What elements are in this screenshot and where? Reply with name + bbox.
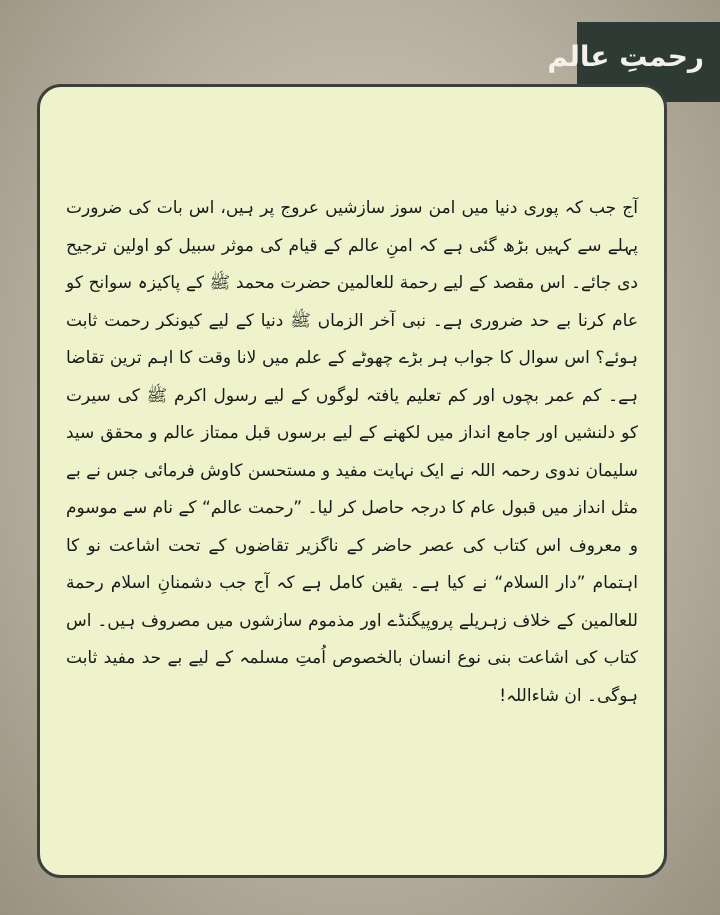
page-title: رحمتِ عالم [547,40,704,73]
content-panel [37,84,667,878]
body-paragraph: آج جب کہ پوری دنیا میں امن سوز سازشیں عروج پر ہیں، اس بات کی ضرورت پہلے سے کہیں بڑھ گئی ہے کہ امنِ عالم کے قیام کی موثر سبیل کو اولین ترجیح دی جائے۔ اس مقصد کے لیے رحمة للعالمین حضرت محمد ﷺ کے پاکیزہ سوانح کو عام کرنا بے حد ضروری ہے۔ نبی آخر الزماں ﷺ دنیا کے لیے کیونکر رحمت ثابت ہوئے؟ اس سوال کا جواب ہر بڑے چھوٹے کے علم میں لانا وقت کا اہم ترین تقاضا ہے۔ کم عمر بچوں اور کم تعلیم یافتہ لوگوں کے لیے رسول اکرم ﷺ کی سیرت کو دلنشیں اور جامع انداز میں لکھنے کے لیے برسوں قبل ممتاز عالم و محقق سید سلیمان ندوی رحمہ اللہ نے ایک نہایت مفید و مستحسن کاوش فرمائی جس نے بے مثل انداز میں قبول عام کا درجہ حاصل کر لیا۔ ”رحمت عالم“ کے نام سے موسوم و معروف اس کتاب کی عصر حاضر کے ناگزیر تقاضوں کے تحت اشاعت نو کا اہتمام ”دار السلام“ نے کیا ہے۔ یقین کامل ہے کہ آج جب دشمنانِ اسلام رحمة للعالمین کے خلاف زہریلے پروپیگنڈے اور مذموم سازشوں میں مصروف ہیں۔ اس کتاب کی اشاعت بنی نوع انسان بالخصوص اُمتِ مسلمہ کے لیے بے حد مفید ثابت ہوگی۔ ان شاءاللہ! [66,198,638,706]
